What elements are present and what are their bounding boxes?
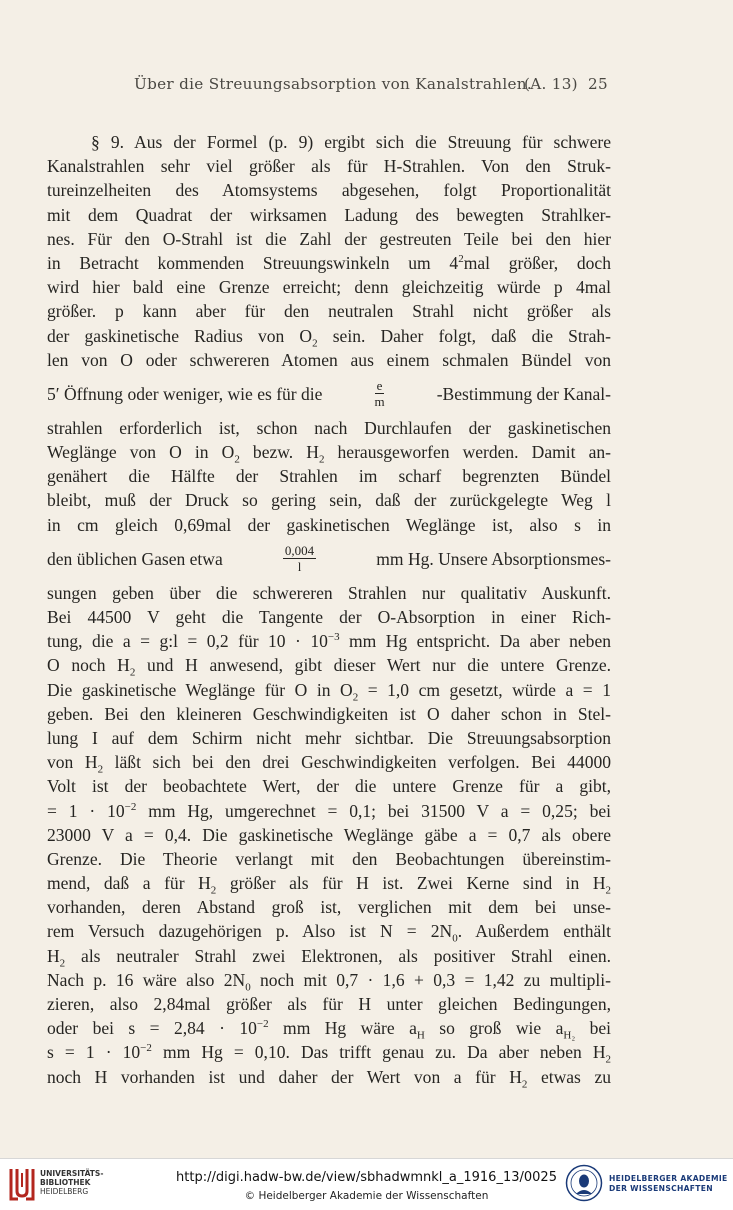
text-segment: 5′ Öffnung oder weniger, wie es für die bbox=[47, 383, 323, 404]
subscript: 2 bbox=[521, 1078, 528, 1091]
text-line: Kanalstrahlen sehr viel größer als für H-Strahlen. Von den Struk- bbox=[47, 156, 611, 177]
text-line: tureinzelheiten des Atomsystems abgesehen, folgt Proportionalität bbox=[47, 180, 611, 201]
text-segment: mal größer, doch bbox=[463, 252, 611, 273]
text-line bbox=[47, 653, 611, 677]
text-segment: bei bbox=[575, 1018, 612, 1039]
text-segment: . Außerdem enthält bbox=[457, 921, 611, 942]
text-line: nes. Für den O-Strahl ist die Zahl der gestreuten Teile bei den hier bbox=[47, 228, 611, 249]
subscript: H bbox=[416, 1029, 425, 1042]
text-segment: tung, die a = g:l = 0,2 für 10 · 10 bbox=[47, 631, 328, 652]
superscript: −2 bbox=[124, 800, 137, 813]
text-segment: rem Versuch dazugehörigen p. Also ist N = 2N bbox=[47, 921, 453, 942]
text-segment: mm Hg = 0,10. Das trifft genau zu. Da aber neben H bbox=[151, 1042, 606, 1063]
subscript: 2 bbox=[97, 763, 104, 776]
text-line: mit dem Quadrat der wirksamen Ladung des bewegten Strahlker- bbox=[47, 204, 611, 225]
text-line bbox=[47, 1040, 611, 1064]
library-name-line: UNIVERSITÄTS- bbox=[40, 1169, 104, 1178]
text-line: zieren, also 2,84mal größer als für H unter gleichen Bedingungen, bbox=[47, 994, 611, 1014]
text-segment: = 1,0 cm gesetzt, würde a = 1 bbox=[358, 679, 611, 700]
copyright-notice: © Heidelberger Akademie der Wissenschaften bbox=[244, 1190, 489, 1202]
text-line bbox=[47, 251, 611, 275]
subscript: 2 bbox=[352, 691, 359, 704]
text-segment: so groß wie a bbox=[424, 1018, 564, 1039]
text-line bbox=[47, 1016, 611, 1040]
fraction-pressure bbox=[283, 543, 316, 574]
text-line: lung I auf dem Schirm nicht mehr sichtbar. Die Streuungsabsorption bbox=[47, 727, 611, 748]
text-segment: oder bei s = 2,84 · 10 bbox=[47, 1018, 257, 1039]
text-line: größer. p kann aber für den neutralen Strahl nicht größer als bbox=[47, 301, 611, 322]
page-number: 25 bbox=[588, 75, 608, 93]
text-segment: und H anwesend, gibt dieser Wert nur die untere Grenze. bbox=[135, 655, 611, 676]
text-line: geben. Bei den kleineren Geschwindigkeiten ist O daher schon in Stel- bbox=[47, 703, 611, 724]
text-segment: mm Hg. Unsere Absorptionsmes- bbox=[376, 548, 611, 569]
text-line: Volt ist der beobachtete Wert, der die untere Grenze für a gibt, bbox=[47, 776, 611, 797]
subscript: 2 bbox=[234, 453, 240, 466]
text-segment: Weglänge von O in O bbox=[47, 442, 235, 463]
subscript: 2 bbox=[605, 884, 611, 897]
section-label: (A. 13) bbox=[524, 75, 578, 93]
fraction-e-over-m bbox=[373, 378, 387, 409]
text-line bbox=[47, 919, 611, 943]
academy-name bbox=[609, 1174, 727, 1193]
text-segment: s = 1 · 10 bbox=[47, 1042, 141, 1063]
text-segment: größer als für H ist. Zwei Kerne sind in H bbox=[216, 873, 606, 894]
text-line-with-fraction bbox=[47, 372, 611, 416]
text-line: vorhanden, deren Abstand groß ist, verglichen mit dem bei unse- bbox=[47, 897, 611, 918]
text-segment: mend, daß a für H bbox=[47, 873, 211, 894]
text-line: wird hier bald eine Grenze erreicht; denn gleichzeitig würde p 4mal bbox=[47, 277, 611, 298]
text-segment: bezw. H bbox=[239, 442, 319, 463]
text-segment: = 1 · 10 bbox=[47, 800, 125, 821]
subscript: 0 bbox=[452, 932, 458, 945]
text-segment: der gaskinetische Radius von O bbox=[47, 325, 313, 346]
subscript: 0 bbox=[245, 981, 251, 994]
text-segment: den üblichen Gasen etwa bbox=[47, 548, 223, 569]
text-segment: mm Hg wäre a bbox=[268, 1018, 417, 1039]
subscript: 2 bbox=[312, 337, 318, 349]
academy-seal-icon bbox=[565, 1164, 603, 1202]
text-line: Bei 44500 V geht die Tangente der O-Absorption in einer Rich- bbox=[47, 607, 611, 627]
text-segment: mm Hg, umgerechnet = 0,1; bei 31500 V a = 0,25; bei bbox=[136, 800, 611, 821]
fraction-numerator: e bbox=[376, 378, 383, 394]
text-line: in cm gleich 0,69mal der gaskinetischen Weglänge ist, also s in bbox=[47, 514, 611, 535]
text-line bbox=[47, 1065, 611, 1089]
library-name-line: BIBLIOTHEK bbox=[40, 1178, 91, 1187]
text-segment: in Betracht kommenden Streuungswinkeln um 4 bbox=[47, 252, 459, 273]
text-line bbox=[47, 871, 611, 895]
text-line bbox=[47, 440, 611, 464]
text-segment: -Bestimmung der Kanal- bbox=[436, 383, 611, 404]
text-segment: Nach p. 16 wäre also 2N bbox=[47, 969, 246, 990]
text-segment: noch mit 0,7 · 1,6 + 0,3 = 1,42 zu multipli- bbox=[250, 969, 612, 990]
text-line bbox=[47, 968, 611, 992]
text-segment: läßt sich bei den drei Geschwindigkeiten verfolgen. Bei 44000 bbox=[103, 752, 611, 773]
text-segment: H bbox=[47, 945, 60, 966]
text-segment: etwas zu bbox=[527, 1066, 611, 1087]
subscript: 2 bbox=[605, 1053, 611, 1066]
text-segment: von H bbox=[47, 752, 98, 773]
text-line bbox=[47, 750, 611, 774]
text-line: genähert die Hälfte der Strahlen im scharf begrenzten Bündel bbox=[47, 466, 611, 487]
text-segment: mm Hg entspricht. Da aber neben bbox=[339, 631, 611, 652]
text-segment: als neutraler Strahl zwei Elektronen, als positiver Strahl einen. bbox=[65, 945, 611, 966]
text-segment: sein. Daher folgt, daß die Strah- bbox=[317, 325, 611, 346]
text-line bbox=[47, 324, 611, 348]
subscript: H₂ bbox=[563, 1029, 576, 1042]
text-line: Grenze. Die Theorie verlangt mit den Beobachtungen übereinstim- bbox=[47, 848, 611, 869]
superscript: 2 bbox=[458, 253, 464, 266]
text-line-with-fraction bbox=[47, 537, 611, 581]
text-line: strahlen erforderlich ist, schon nach Durchlaufen der gaskinetischen bbox=[47, 417, 611, 438]
text-line bbox=[47, 678, 611, 702]
text-line bbox=[47, 944, 611, 968]
source-url-link[interactable]: http://digi.hadw-bw.de/view/sbhadwmnkl_a_1916_13/0025 bbox=[176, 1170, 557, 1185]
fraction-denominator: l bbox=[297, 559, 302, 575]
academy-name-line: HEIDELBERGER AKADEMIE bbox=[609, 1174, 728, 1183]
superscript: −2 bbox=[140, 1042, 152, 1055]
text-line bbox=[47, 799, 611, 823]
text-segment: noch H vorhanden ist und daher der Wert von a für H bbox=[47, 1066, 522, 1087]
text-line: len von O oder schwereren Atomen aus einem schmalen Bündel von bbox=[47, 349, 611, 370]
text-segment: Die gaskinetische Weglänge für O in O bbox=[47, 679, 353, 700]
superscript: −2 bbox=[256, 1018, 269, 1031]
text-line: bleibt, muß der Druck so gering sein, daß der zurückgelegte Weg l bbox=[47, 490, 611, 511]
body-text bbox=[47, 130, 611, 1089]
running-title: Über die Streuungsabsorption von Kanalstrahlen. bbox=[134, 75, 532, 93]
text-line bbox=[47, 629, 611, 653]
academy-name-line: DER WISSENSCHAFTEN bbox=[609, 1183, 713, 1193]
text-segment: herausgeworfen werden. Damit an- bbox=[324, 442, 611, 463]
library-name-line: HEIDELBERG bbox=[40, 1187, 89, 1196]
text-line: sungen geben über die schwereren Strahlen nur qualitativ Auskunft. bbox=[47, 582, 611, 603]
fraction-denominator: m bbox=[374, 394, 385, 410]
text-segment: O noch H bbox=[47, 655, 130, 676]
superscript: −3 bbox=[327, 631, 340, 644]
digitization-footer bbox=[0, 1158, 733, 1210]
subscript: 2 bbox=[210, 884, 217, 897]
subscript: 2 bbox=[129, 666, 136, 679]
fraction-numerator: 0,004 bbox=[284, 543, 315, 559]
subscript: 2 bbox=[59, 957, 66, 970]
subscript: 2 bbox=[318, 453, 325, 466]
text-line: 23000 V a = 0,4. Die gaskinetische Weglänge gäbe a = 0,7 als obere bbox=[47, 824, 611, 845]
text-line: § 9. Aus der Formel (p. 9) ergibt sich die Streuung für schwere bbox=[91, 132, 611, 152]
